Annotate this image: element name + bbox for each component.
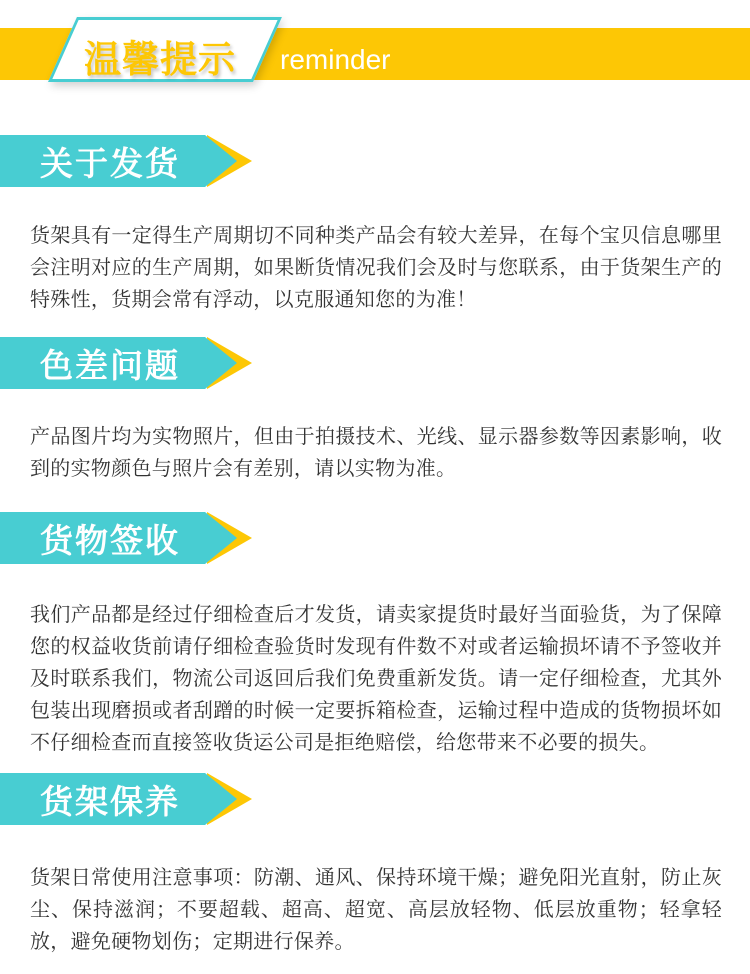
section-title: 色差问题: [40, 346, 180, 384]
section-goods-receipt: [0, 512, 750, 759]
section-title: 关于发货: [40, 144, 180, 182]
header-bar: [0, 512, 205, 564]
section-color-difference: [0, 337, 750, 485]
section-title: 货架保养: [40, 782, 180, 820]
section-shipping: [0, 135, 750, 316]
banner-subtitle: reminder: [280, 44, 391, 75]
section-body-goods-receipt: 我们产品都是经过仔细检查后才发货，请卖家提货时最好当面验货，为了保障您的权益收货前请仔细检查验货时发现有件数不对或者运输损坏请不予签收并及时联系我们，物流公司返回后我们免费重新发货。请一定仔细检查，尤其外包装出现磨损或者刮蹭的时候一定要拆箱检查，运输过程中造成的货物损坏如不仔细检查而直接签收货运公司是拒绝赔偿，给您带来不必要的损失。: [30, 604, 722, 754]
section-title: 货物签收: [40, 521, 180, 559]
banner-title: 温馨提示: [84, 39, 236, 80]
section-body-shelf-maintenance: 货架日常使用注意事项：防潮、通风、保持环境干燥；避免阳光直射，防止灰尘、保持滋润；不要超载、超高、超宽、高层放轻物、低层放重物；轻拿轻放，避免硬物划伤；定期进行保养。: [30, 867, 722, 953]
header-bar: [0, 773, 205, 825]
section-header-color-difference: [0, 337, 300, 389]
arrow-right-teal-icon: [205, 773, 237, 825]
arrow-right-teal-icon: [205, 135, 237, 187]
header-bar: [0, 135, 205, 187]
arrow-right-teal-icon: [205, 512, 237, 564]
section-header-goods-receipt: [0, 512, 300, 564]
section-body-shipping: 货架具有一定得生产周期切不同种类产品会有较大差异，在每个宝贝信息哪里会注明对应的生产周期，如果断货情况我们会及时与您联系，由于货架生产的特殊性，货期会常有浮动，以克服通知您的为准！: [30, 225, 722, 311]
section-header-shelf-maintenance: [0, 773, 300, 825]
section-shelf-maintenance: [0, 773, 750, 958]
header-bar: [0, 337, 205, 389]
banner: [0, 0, 750, 100]
section-body-color-difference: 产品图片均为实物照片，但由于拍摄技术、光线、显示器参数等因素影响，收到的实物颜色与照片会有差别，请以实物为准。: [30, 426, 722, 480]
arrow-right-teal-icon: [205, 337, 237, 389]
section-header-shipping: [0, 135, 300, 187]
